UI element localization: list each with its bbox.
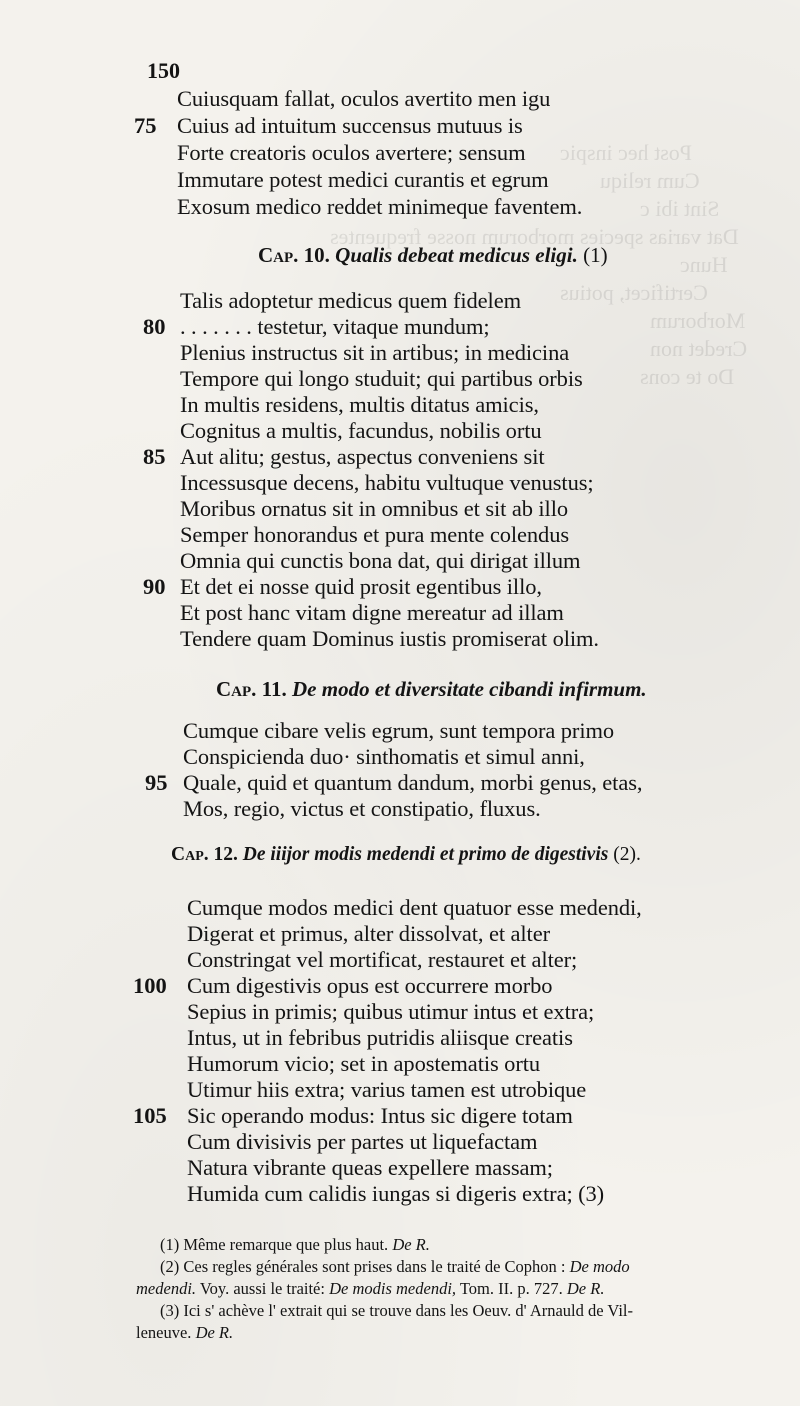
verse-line: Moribus ornatus sit in omnibus et sit ab illo	[180, 496, 568, 521]
verse-line: Et det ei nosse quid prosit egentibus illo,	[180, 574, 542, 599]
chapter-number: Cap. 12.	[171, 844, 238, 865]
verse-line: Cum digestivis opus est occurrere morbo	[187, 973, 553, 998]
footnote-text: (2) Ces regles générales sont prises dans le traité de Cophon :	[160, 1257, 566, 1276]
chapter-heading-12	[171, 842, 641, 868]
ghost-line: Morborum	[650, 308, 746, 333]
footnote-ref: (1)	[583, 243, 608, 267]
verse-line: Incessusque decens, habitu vultuque venustus;	[180, 470, 594, 495]
verse-line: Sic operando modus: Intus sic digere totam	[187, 1103, 573, 1128]
footnote-text: (3) Ici s' achève l' extrait qui se trouve dans les Oeuv. d' Arnauld de Vil-	[160, 1301, 633, 1320]
verse-line: Utimur hiis extra; varius tamen est utrobique	[187, 1077, 587, 1102]
verse-line: Cuius ad intuitum succensus mutuus is	[177, 113, 523, 138]
verse-line: Immutare potest medici curantis et egrum	[177, 167, 549, 192]
verse-line: Natura vibrante queas expellere massam;	[187, 1155, 553, 1180]
verse-line: Cuiusquam fallat, oculos avertito men igu	[177, 86, 551, 111]
footnote-text: leneuve.	[136, 1323, 192, 1342]
ghost-line: Cum reliqu	[600, 168, 700, 193]
chapter-title: De modo et diversitate cibandi infirmum.	[292, 677, 647, 701]
verse-line: Digerat et primus, alter dissolvat, et alter	[187, 921, 550, 946]
verse-line: Omnia qui cunctis bona dat, qui dirigat illum	[180, 548, 581, 573]
line-number: 105	[133, 1103, 167, 1128]
verse-line: Exosum medico reddet minimeque faventem.	[177, 194, 583, 219]
footnote-3-continued	[136, 1322, 233, 1344]
line-number: 75	[134, 113, 157, 138]
ghost-line: Hunc	[680, 252, 728, 277]
verse-line: . . . . . . . testetur, vitaque mundum;	[180, 314, 490, 339]
footnote-1	[160, 1234, 430, 1256]
ghost-line: Certificet, potius	[560, 280, 708, 305]
verse-line: Plenius instructus sit in artibus; in medicina	[180, 340, 570, 365]
footnote-author: De R.	[566, 1279, 605, 1298]
chapter-heading-11	[216, 676, 647, 702]
line-number: 90	[143, 574, 166, 599]
verse-line: Forte creatoris oculos avertere; sensum	[177, 140, 526, 165]
footnote-work-title: De modis medendi,	[329, 1279, 457, 1298]
verse-line: In multis residens, multis ditatus amicis,	[180, 392, 539, 417]
ghost-line: Dat varias species morborum nosse frequentes	[330, 224, 739, 249]
verse-line: Humida cum calidis iungas si digeris extra; (3)	[187, 1181, 605, 1206]
chapter-title: De iiijor modis medendi et primo de digestivis	[242, 844, 609, 865]
footnote-text: Tom. II. p. 727.	[459, 1279, 563, 1298]
line-number: 85	[143, 444, 166, 469]
verse-line: Aut alitu; gestus, aspectus conveniens sit	[180, 444, 545, 469]
verse-line: Constringat vel mortificat, restauret et alter;	[187, 947, 578, 972]
ghost-line: Sint ibi c	[640, 196, 720, 221]
footnote-work-title: De modo	[569, 1257, 630, 1276]
chapter-number: Cap. 11.	[216, 677, 287, 701]
footnote-author: De R.	[392, 1235, 430, 1254]
ghost-line: Credet non	[650, 336, 748, 361]
verse-line: Cumque modos medici dent quatuor esse medendi,	[187, 895, 642, 920]
verse-line: Conspicienda duo· sinthomatis et simul anni,	[183, 744, 585, 769]
verse-line: Humorum vicio; set in apostematis ortu	[187, 1051, 541, 1076]
verse-line: Talis adoptetur medicus quem fidelem	[180, 288, 521, 313]
ghost-line: Post hec inspic	[560, 140, 692, 165]
verse-line: Semper honorandus et pura mente colendus	[180, 522, 570, 547]
verse-line: Mos, regio, victus et constipatio, fluxus.	[183, 796, 541, 821]
line-number: 95	[145, 770, 168, 795]
verse-line: Quale, quid et quantum dandum, morbi genus, etas,	[183, 770, 643, 795]
line-number: 100	[133, 973, 167, 998]
verse-line: Tempore qui longo studuit; qui partibus orbis	[180, 366, 583, 391]
footnote-2	[160, 1256, 630, 1278]
footnote-author: De R.	[195, 1323, 234, 1342]
verse-line: Sepius in primis; quibus utimur intus et extra;	[187, 999, 595, 1024]
verse-line: Cumque cibare velis egrum, sunt tempora primo	[183, 718, 615, 743]
footnote-work-title: medendi.	[136, 1279, 197, 1298]
line-number: 80	[143, 314, 166, 339]
footnote-text: (1) Même remarque que plus haut.	[160, 1235, 389, 1254]
verse-line: Tendere quam Dominus iustis promiserat olim.	[180, 626, 599, 651]
verse-line: Cum divisivis per partes ut liquefactam	[187, 1129, 538, 1154]
footnote-ref: (2).	[613, 844, 641, 865]
verse-line: Et post hanc vitam digne mereatur ad illam	[180, 600, 564, 625]
verse-line: Intus, ut in febribus putridis aliisque creatis	[187, 1025, 573, 1050]
chapter-heading-10	[258, 242, 608, 268]
ghost-line: Do te cons	[640, 364, 735, 389]
chapter-number: Cap. 10.	[258, 243, 330, 267]
footnote-text: Voy. aussi le traité:	[199, 1279, 325, 1298]
footnote-3	[160, 1300, 633, 1322]
footnote-2-continued	[136, 1278, 604, 1300]
verse-line: Cognitus a multis, facundus, nobilis ortu	[180, 418, 542, 443]
chapter-title: Qualis debeat medicus eligi.	[335, 243, 578, 267]
page-number: 150	[147, 58, 180, 83]
